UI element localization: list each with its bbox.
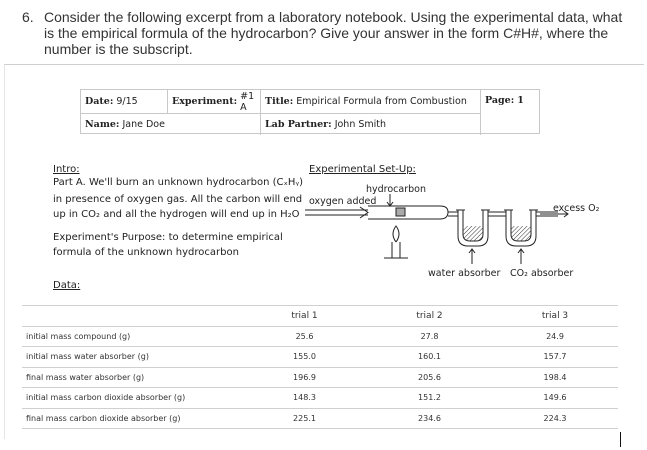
table-cell: 27.8 bbox=[367, 326, 492, 347]
page-value: 1 bbox=[517, 95, 524, 106]
purpose-line-1: Experiment's Purpose: to determine empirical bbox=[53, 232, 283, 243]
table-cell: 234.6 bbox=[367, 408, 492, 429]
name-label: Name: bbox=[85, 119, 120, 130]
column-header: trial 2 bbox=[367, 306, 492, 327]
row-label: initial mass carbon dioxide absorber (g) bbox=[22, 388, 242, 409]
table-header-row bbox=[22, 306, 618, 327]
table-cell: 196.9 bbox=[242, 367, 367, 388]
data-table bbox=[22, 305, 618, 429]
name-value: Jane Doe bbox=[122, 119, 165, 130]
burner bbox=[392, 242, 400, 258]
table-corner-cell bbox=[22, 306, 242, 327]
data-heading: Data: bbox=[53, 280, 81, 291]
notebook-header bbox=[80, 89, 540, 134]
title-cell bbox=[261, 90, 481, 114]
table-cell: 225.1 bbox=[242, 408, 367, 429]
water-absorber-label: water absorber bbox=[428, 268, 501, 279]
question-text bbox=[22, 9, 632, 57]
co2-absorber-label: CO₂ absorber bbox=[510, 268, 574, 279]
table-row bbox=[22, 408, 618, 429]
row-label: initial mass water absorber (g) bbox=[22, 347, 242, 368]
date-cell bbox=[81, 90, 168, 114]
oxygen-inlet-tube bbox=[305, 210, 368, 215]
purpose-line-2: formula of the unknown hydrocarbon bbox=[53, 247, 239, 258]
column-header: trial 3 bbox=[492, 306, 618, 327]
date-label: Date: bbox=[85, 96, 114, 107]
excess-o2-label: excess O₂ bbox=[553, 203, 600, 214]
hydrocarbon-sample bbox=[396, 208, 405, 216]
table-cell: 151.2 bbox=[367, 388, 492, 409]
flame bbox=[393, 226, 399, 242]
text-cursor bbox=[620, 432, 621, 447]
experiment-label: Experiment: bbox=[172, 96, 238, 107]
intro-line-3: up in CO₂ and all the hydrogen will end up in H₂O bbox=[53, 209, 300, 220]
title-label: Title: bbox=[265, 96, 294, 107]
oxygen-label: oxygen added bbox=[309, 196, 377, 207]
table-row bbox=[22, 367, 618, 388]
partner-cell bbox=[261, 114, 481, 135]
page-label: Page: bbox=[485, 95, 515, 106]
intro-line-2: in presence of oxygen gas. All the carbon will end bbox=[53, 194, 303, 205]
experiment-cell bbox=[168, 90, 261, 114]
table-cell: 198.4 bbox=[492, 367, 618, 388]
intro-line-1: Part A. We'll burn an unknown hydrocarbon (CₓHᵧ) bbox=[53, 177, 304, 188]
column-header: trial 1 bbox=[242, 306, 367, 327]
intro-heading: Intro: bbox=[53, 164, 80, 175]
table-cell: 155.0 bbox=[242, 347, 367, 368]
table-cell: 205.6 bbox=[367, 367, 492, 388]
question-number: 6. bbox=[22, 9, 34, 25]
date-value: 9/15 bbox=[116, 96, 138, 107]
table-cell: 25.6 bbox=[242, 326, 367, 347]
row-label: initial mass compound (g) bbox=[22, 326, 242, 347]
table-cell: 148.3 bbox=[242, 388, 367, 409]
page-cell bbox=[481, 90, 541, 135]
combustion-tube bbox=[368, 206, 448, 219]
partner-value: John Smith bbox=[334, 119, 387, 130]
table-cell: 157.7 bbox=[492, 347, 618, 368]
row-label: final mass carbon dioxide absorber (g) bbox=[22, 408, 242, 429]
experiment-value: #1 A bbox=[240, 90, 255, 113]
table-cell: 149.6 bbox=[492, 388, 618, 409]
table-cell: 24.9 bbox=[492, 326, 618, 347]
question-body: Consider the following excerpt from a laboratory notebook. Using the experimental data, what is the empirical formula of the hydrocarbon? Give your answer in the form C#H#, where the number is the subscript. bbox=[44, 9, 623, 57]
combustion-apparatus-diagram bbox=[300, 160, 630, 280]
hydrocarbon-label: hydrocarbon bbox=[366, 184, 426, 195]
row-label: final mass water absorber (g) bbox=[22, 367, 242, 388]
table-row bbox=[22, 347, 618, 368]
table-row bbox=[22, 326, 618, 347]
setup-heading: Experimental Set-Up: bbox=[309, 164, 416, 175]
table-row bbox=[22, 388, 618, 409]
table-cell: 160.1 bbox=[367, 347, 492, 368]
name-cell bbox=[81, 114, 261, 135]
table-cell: 224.3 bbox=[492, 408, 618, 429]
partner-label: Lab Partner: bbox=[265, 119, 332, 130]
title-value: Empirical Formula from Combustion bbox=[296, 96, 467, 107]
